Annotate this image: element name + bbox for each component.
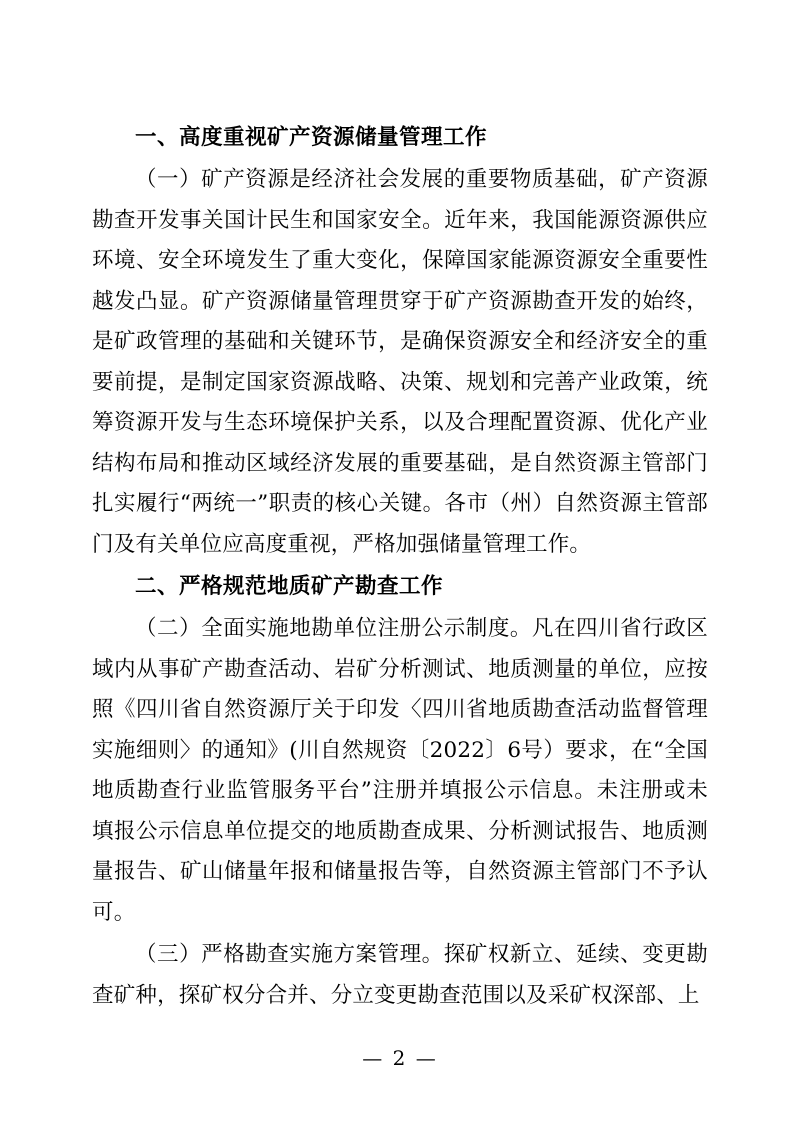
page-number: — 2 — (362, 1046, 438, 1070)
paragraph-2: （二）全面实施地勘单位注册公示制度。凡在四川省行政区域内从事矿产勘查活动、岩矿分析测试、地质测量的单位，应按照《四川省自然资源厅关于印发〈四川省地质勘查活动监督管理实施细则〉的通知》(川自然规资〔2022〕6号）要求，在“全国地质勘查行业监管服务平台”注册并填报公示信息。未注册或未填报公示信息单位提交的地质勘查成果、分析测试报告、地质测量报告、矿山储量年报和储量报告等，自然资源主管部门不予认可。 (92, 616, 708, 925)
paragraph-3: （三）严格勘查实施方案管理。探矿权新立、延续、变更勘查矿种，探矿权分合并、分立变更勘查范围以及采矿权深部、上 (92, 942, 708, 1008)
paragraph-1: （一）矿产资源是经济社会发展的重要物质基础，矿产资源勘查开发事关国计民生和国家安全。近年来，我国能源资源供应环境、安全环境发生了重大变化，保障国家能源资源安全重要性越发凸显。矿产资源储量管理贯穿于矿产资源勘查开发的始终，是矿政管理的基础和关键环节，是确保资源安全和经济安全的重要前提，是制定国家资源战略、决策、规划和完善产业政策，统筹资源开发与生态环境保护关系，以及合理配置资源、优化产业结构布局和推动区域经济发展的重要基础，是自然资源主管部门扎实履行“两统一”职责的核心关键。各市（州）自然资源主管部门及有关单位应高度重视，严格加强储量管理工作。 (92, 167, 708, 557)
section-heading-2: 二、严格规范地质矿产勘查工作 (135, 574, 444, 599)
document-body (92, 118, 708, 1016)
section-heading-1: 一、高度重视矿产资源储量管理工作 (135, 125, 488, 150)
